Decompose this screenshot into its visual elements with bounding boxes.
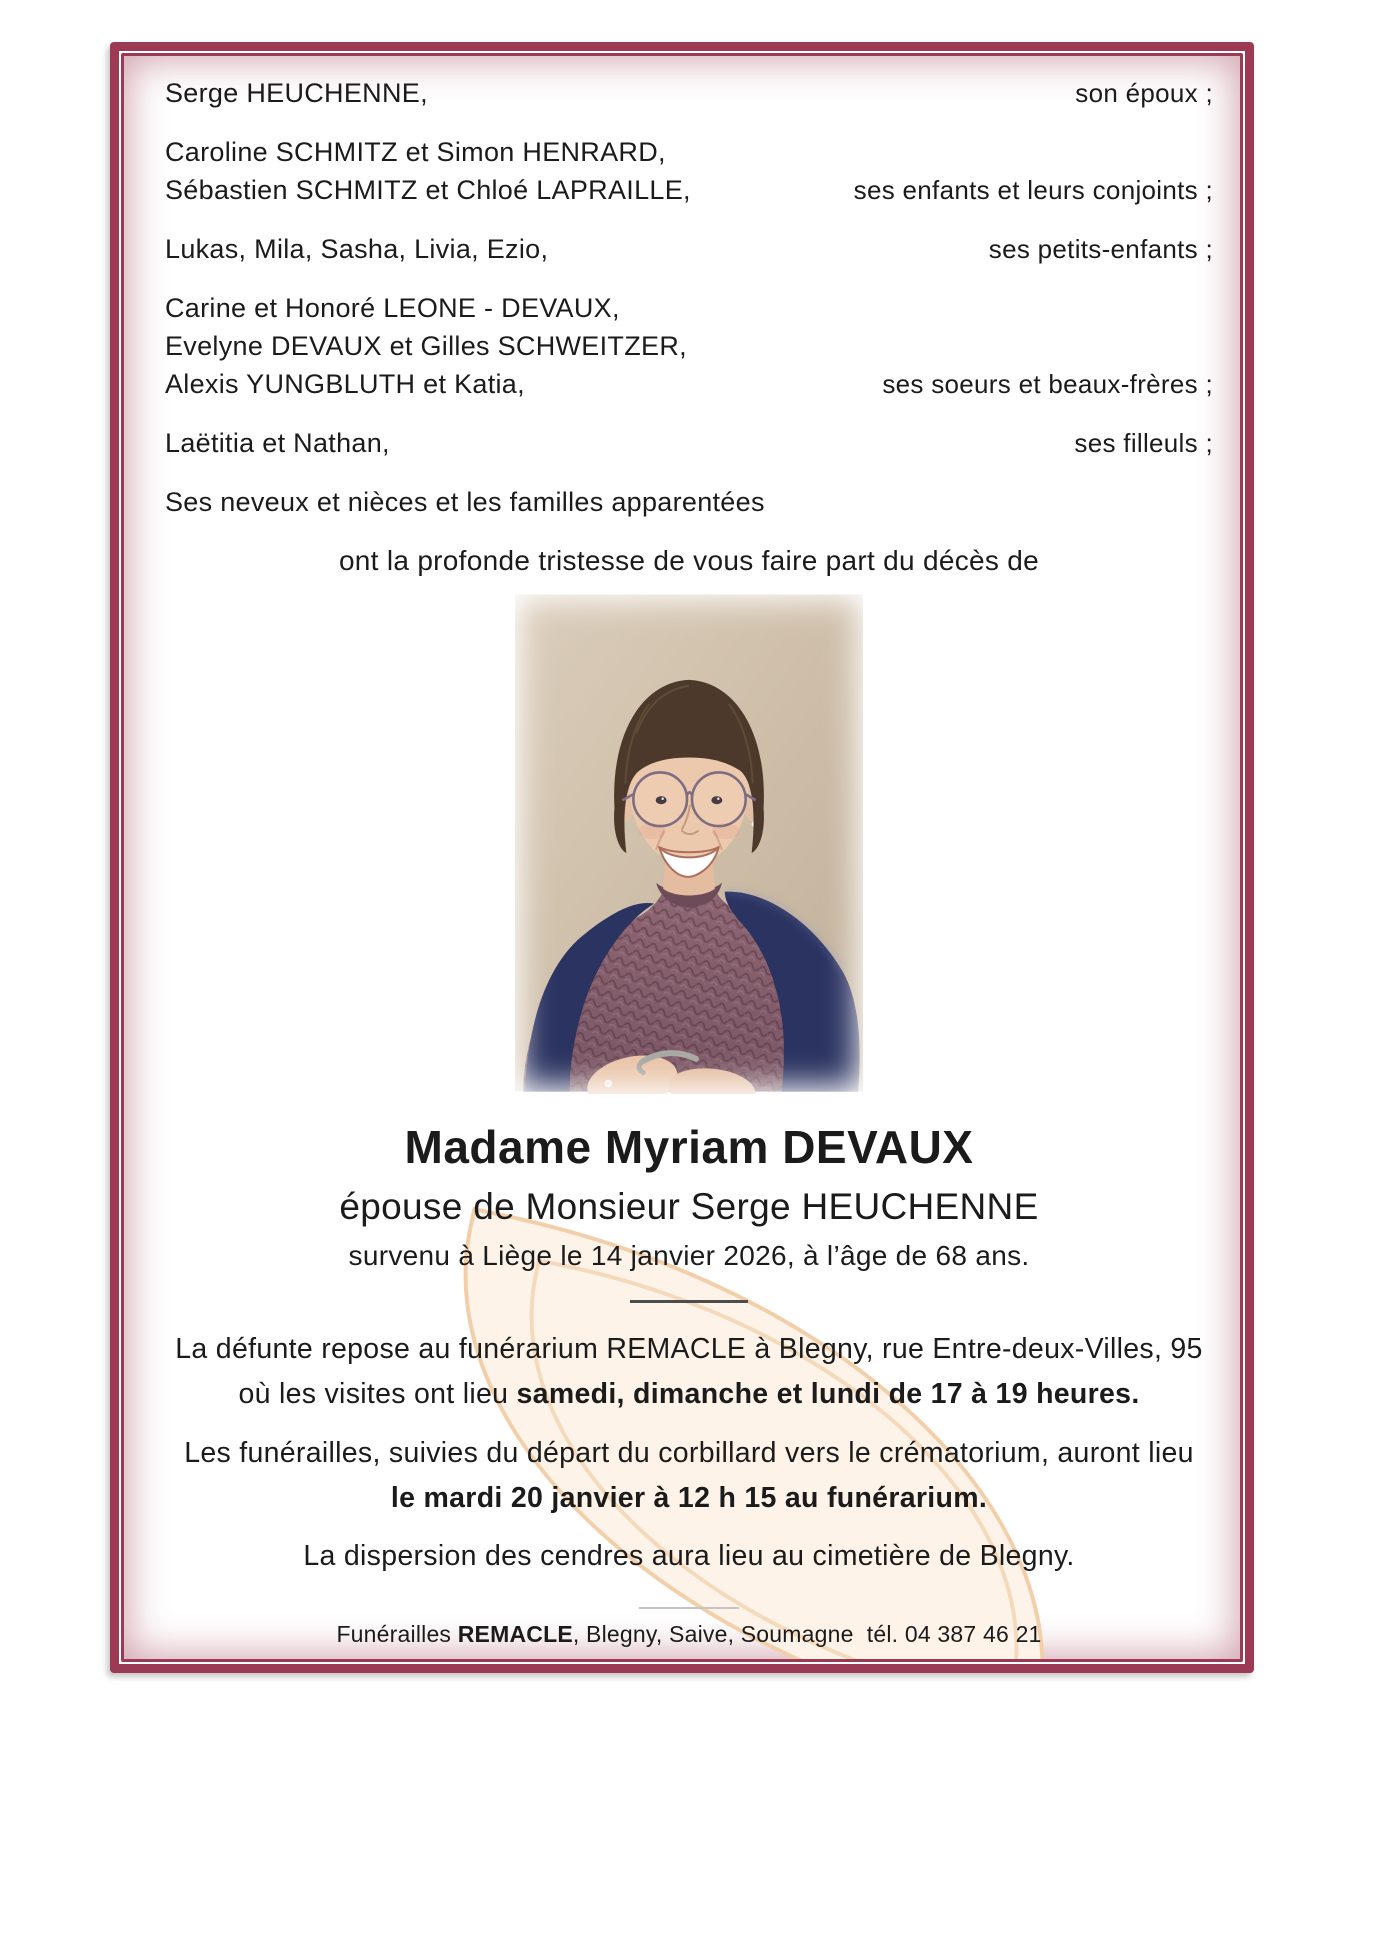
card-content [124,56,1240,1649]
repose-paragraph [165,1327,1213,1417]
relation-label: ses filleuls ; [1074,428,1213,458]
family-line: Carine et Honoré LEONE - DEVAUX, [165,293,620,323]
divider-top [630,1300,748,1303]
ashes-line: La dispersion des cendres aura lieu au cimetière de Blegny. [303,1540,1075,1572]
relation-label: ses soeurs et beaux-frères ; [882,369,1213,399]
repose-line: La défunte repose au funérarium REMACLE à Blegny, rue Entre-deux-Villes, 95 [175,1333,1203,1365]
family-line: Lukas, Mila, Sasha, Livia, Ezio, [165,234,549,264]
family-group-children [165,133,1213,209]
relation-label: ses enfants et leurs conjoints ; [853,175,1213,205]
deceased-name: Madame Myriam DEVAUX [404,1121,974,1173]
funeral-paragraph [165,1431,1213,1521]
funeral-time-line: le mardi 20 janvier à 12 h 15 au funérarium. [390,1482,988,1514]
family-line: Sébastien SCHMITZ et Chloé LAPRAILLE, [165,175,691,205]
family-line: Ses neveux et nièces et les familles apparentées [165,487,765,517]
family-group-godchildren [165,424,1213,462]
funeral-home-brand: REMACLE [457,1621,573,1647]
frame-inner-border [121,53,1243,1662]
relation-label: ses petits-enfants ; [988,234,1213,264]
family-group-grandchildren [165,230,1213,268]
visits-hours: samedi, dimanche et lundi de 17 à 19 heures. [516,1378,1140,1410]
death-line: survenu à Liège le 14 janvier 2026, à l’âge de 68 ans. [348,1240,1030,1271]
family-line: Laëtitia et Nathan, [165,428,390,458]
announcement-line: ont la profonde tristesse de vous faire part du décès de [338,545,1040,576]
relation-label: son époux ; [1075,78,1213,108]
family-line: Caroline SCHMITZ et Simon HENRARD, [165,137,666,167]
ashes-paragraph [165,1535,1213,1577]
family-line: Serge HEUCHENNE, [165,78,428,108]
funeral-home-line [165,1619,1213,1649]
funeral-line: Les funérailles, suivies du départ du corbillard vers le crématorium, auront lieu [184,1437,1194,1469]
funeral-home-prefix: Funérailles [336,1621,458,1647]
memorial-card-frame [110,42,1254,1673]
portrait-photo-svg [515,592,863,1094]
divider-bottom [639,1607,739,1609]
family-group-spouse [165,74,1213,112]
portrait-photo [515,592,863,1094]
family-line: Alexis YUNGBLUTH et Katia, [165,369,525,399]
family-group-sisters [165,289,1213,403]
family-group-nephews [165,483,1213,521]
visits-line: où les visites ont lieu [238,1378,517,1410]
funeral-home-suffix: , Blegny, Saive, Soumagne tél. 04 387 46 21 [572,1621,1042,1647]
spouse-line: épouse de Monsieur Serge HEUCHENNE [339,1186,1039,1227]
family-line: Evelyne DEVAUX et Gilles SCHWEITZER, [165,331,687,361]
